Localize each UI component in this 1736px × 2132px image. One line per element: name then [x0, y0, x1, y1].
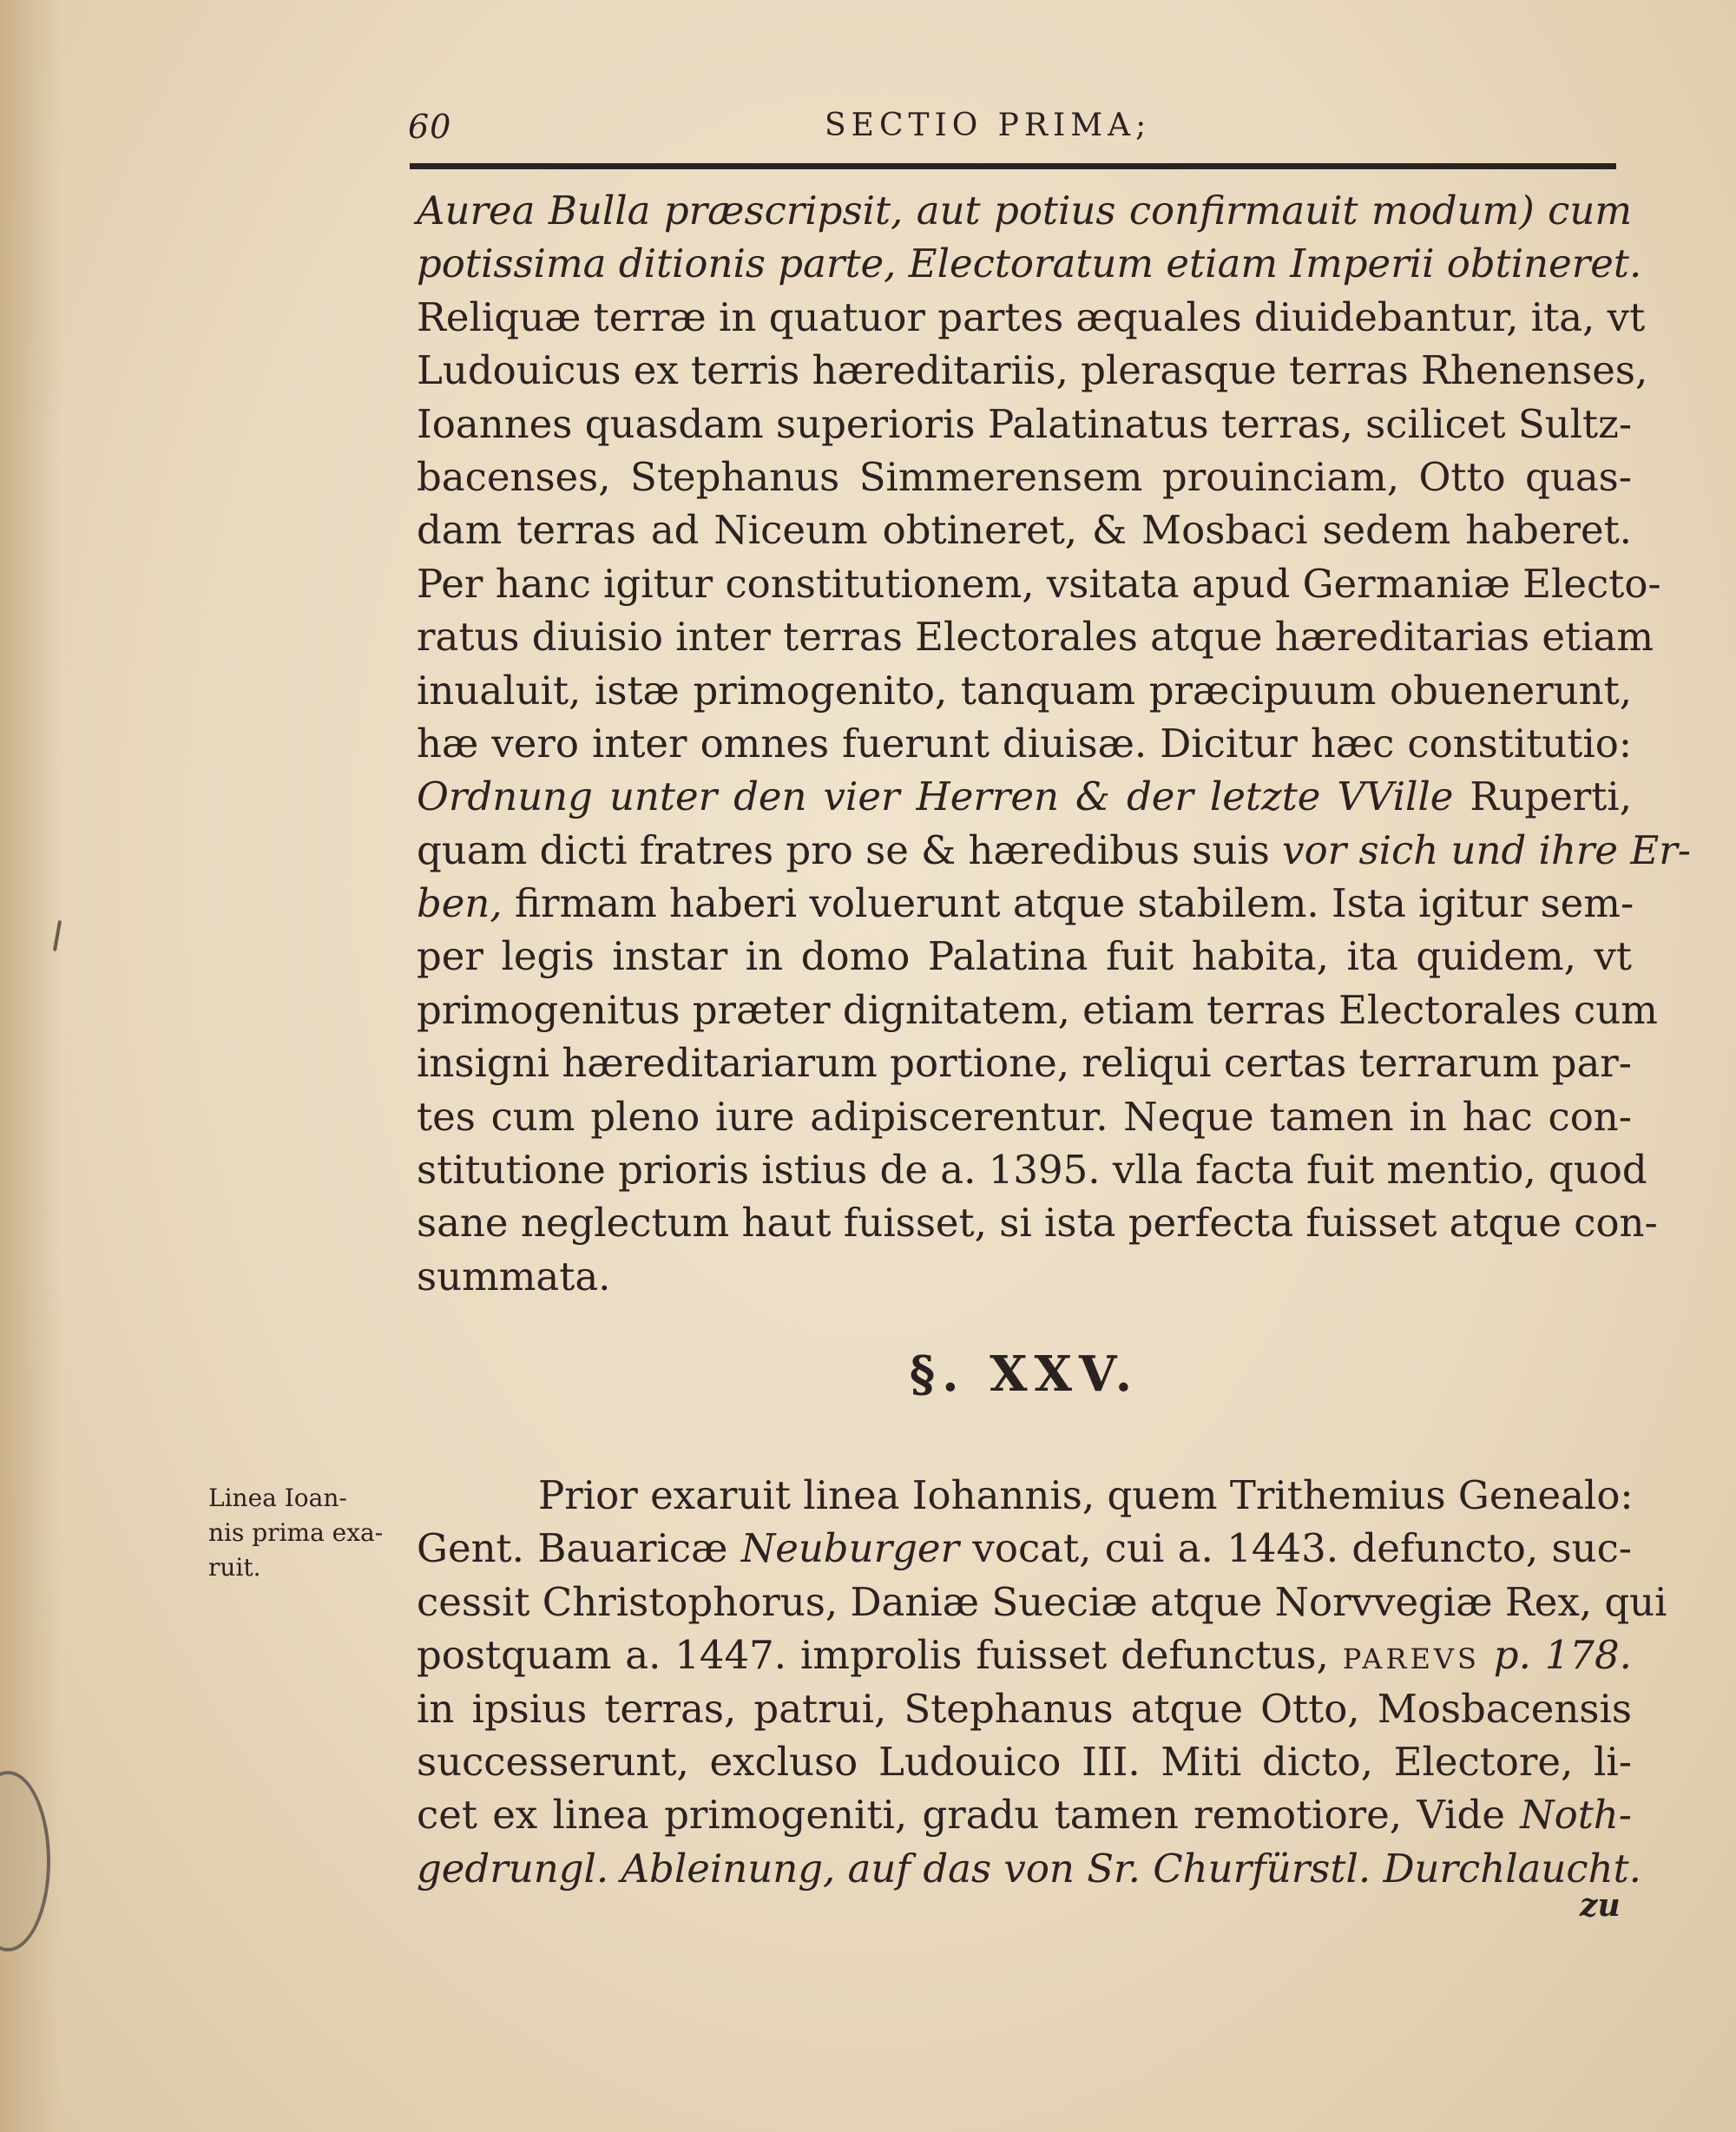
text-line: Ordnung unter den vier Herren & der letzte VVille Ruperti, [417, 773, 1632, 820]
text-line: summata. [417, 1253, 611, 1300]
margin-note-line: ruit. [208, 1553, 261, 1582]
text-line: hæ vero inter omnes fuerunt diuisæ. Dicitur hæc constitutio: [417, 720, 1632, 767]
paragraph-lines [417, 184, 1661, 770]
margin-note-line: nis prima exa- [208, 1518, 384, 1547]
page-header [408, 104, 1623, 156]
paragraph-section-xxv [417, 1469, 1667, 1895]
text-line: bacenses, Stephanus Simmerensem prouinciam, Otto quas- [417, 453, 1632, 500]
text-line: stitutione prioris istius de a. 1395. vlla facta fuit mentio, quod [417, 1147, 1647, 1194]
text-line: dam terras ad Niceum obtineret, & Mosbaci sedem haberet. [417, 507, 1632, 554]
text-line: Per hanc igitur constitutionem, vsitata apud Germaniæ Electo- [417, 560, 1661, 607]
text-line: successerunt, excluso Ludouico III. Miti dicto, Electore, li- [417, 1738, 1632, 1785]
text-line: cet ex linea primogeniti, gradu tamen remotiore, Vide Noth- [417, 1792, 1632, 1839]
text-line: Ludouicus ex terris hæreditariis, plerasque terras Rhenenses, [417, 347, 1648, 394]
text-line: Aurea Bulla præscripsit, aut potius confirmauit modum) cum [417, 188, 1632, 234]
text-line: Reliquæ terræ in quatuor partes æquales diuidebantur, ita, vt [417, 293, 1646, 340]
text-line: Gent. Bauaricæ Neuburger vocat, cui a. 1443. defuncto, suc- [417, 1525, 1632, 1572]
header-rule [410, 163, 1616, 169]
paragraph-tail [417, 930, 1658, 1303]
text-line: primogenitus præter dignitatem, etiam terras Electorales cum [417, 986, 1658, 1033]
text-line: gedrungl. Ableinung, auf das von Sr. Churfürstl. Durchlaucht. [417, 1845, 1641, 1892]
section-heading: §. XXV. [909, 1346, 1140, 1403]
text-line: per legis instar in domo Palatina fuit habita, ita quidem, vt [417, 933, 1632, 980]
text-line: ratus diuisio inter terras Electorales atque hæreditarias etiam [417, 614, 1654, 661]
text-line: potissima ditionis parte, Electoratum etiam Imperii obtineret. [417, 240, 1642, 287]
text-line: quam dicti fratres pro se & hæredibus suis vor sich und ihre Er- [417, 826, 1691, 873]
text-line: sane neglectum haut fuisset, si ista perfecta fuisset atque con- [417, 1200, 1658, 1247]
margin-note-line: Linea Ioan- [208, 1484, 347, 1512]
text-line: Ioannes quasdam superioris Palatinatus terras, scilicet Sultz- [417, 400, 1633, 447]
text-line: ben, firmam haberi voluerunt atque stabilem. Ista igitur sem- [417, 880, 1634, 927]
text-line: postquam a. 1447. improlis fuisset defunctus, PAREVS p. 178. [417, 1632, 1632, 1679]
text-line: cessit Christophorus, Daniæ Sueciæ atque Norvvegiæ Rex, qui [417, 1578, 1667, 1625]
running-title: SECTIO PRIMA; [825, 108, 1152, 143]
catchword: zu [1580, 1887, 1621, 1924]
page-number: 60 [408, 108, 452, 146]
paragraph-main [417, 184, 1691, 1303]
text-line: insigni hæreditariarum portione, reliqui certas terrarum par- [417, 1040, 1632, 1087]
text-line: Prior exaruit linea Iohannis, quem Trithemius Genealo: [538, 1472, 1634, 1518]
margin-note [208, 1481, 417, 1585]
text-line: inualuit, istæ primogenito, tanquam præcipuum obuenerunt, [417, 667, 1632, 714]
text-line: tes cum pleno iure adipiscerentur. Neque tamen in hac con- [417, 1093, 1632, 1140]
text-line: in ipsius terras, patrui, Stephanus atque Otto, Mosbacensis [417, 1685, 1632, 1732]
